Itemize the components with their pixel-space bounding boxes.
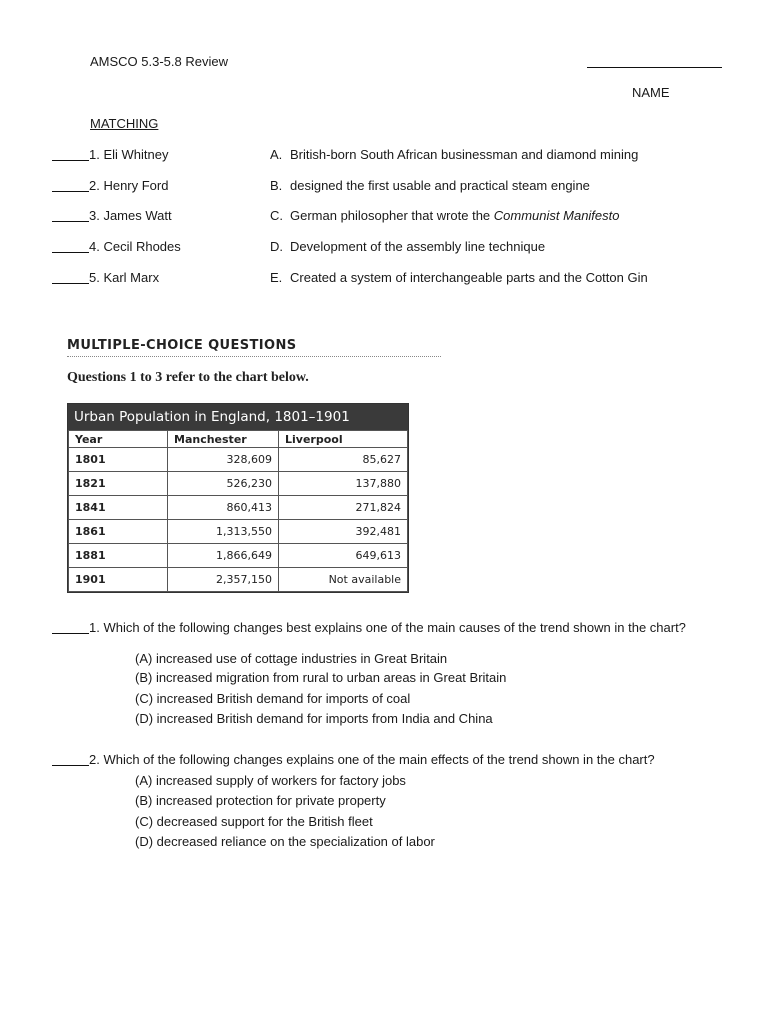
definition-letter: D. <box>270 239 283 254</box>
name-line[interactable] <box>587 67 722 68</box>
definition-text: Development of the assembly line technique <box>290 239 546 254</box>
year-cell: 1901 <box>69 568 168 592</box>
matching-item <box>52 208 752 226</box>
answer-blank[interactable] <box>52 208 89 222</box>
answer-blank[interactable] <box>52 147 89 161</box>
answer-option: (B) increased migration from rural to urban areas in Great Britain <box>135 670 507 685</box>
liverpool-cell: 85,627 <box>279 448 408 472</box>
heading-divider <box>67 356 441 357</box>
table-row <box>69 544 408 568</box>
year-cell: 1801 <box>69 448 168 472</box>
table-row <box>69 568 408 592</box>
matching-definition <box>270 270 648 285</box>
matching-term: 1. Eli Whitney <box>89 147 169 162</box>
definition-letter: C. <box>270 208 283 223</box>
answer-option: (A) increased supply of workers for factory jobs <box>135 773 406 788</box>
manchester-cell: 860,413 <box>168 496 279 520</box>
answer-blank[interactable] <box>52 620 89 634</box>
definition-text: German philosopher that wrote the <box>290 208 494 223</box>
matching-item <box>52 178 752 196</box>
matching-definition <box>270 239 545 254</box>
definition-letter: E. <box>270 270 283 285</box>
year-cell: 1881 <box>69 544 168 568</box>
column-header: Liverpool <box>279 431 408 448</box>
table-title: Urban Population in England, 1801–1901 <box>68 404 408 430</box>
year-cell: 1861 <box>69 520 168 544</box>
answer-option: (C) decreased support for the British fleet <box>135 814 373 829</box>
column-header: Manchester <box>168 431 279 448</box>
table-row <box>69 496 408 520</box>
population-table <box>67 403 409 593</box>
liverpool-cell: 271,824 <box>279 496 408 520</box>
manchester-cell: 2,357,150 <box>168 568 279 592</box>
manchester-cell: 1,866,649 <box>168 544 279 568</box>
definition-text: British-born South African businessman and diamond mining <box>290 147 639 162</box>
answer-option: (A) increased use of cottage industries in Great Britain <box>135 651 448 666</box>
population-data-table <box>68 430 408 592</box>
answer-blank[interactable] <box>52 178 89 192</box>
question-text: 2. Which of the following changes explains one of the main effects of the trend shown in the chart? <box>89 752 655 767</box>
matching-item <box>52 270 752 288</box>
table-row <box>69 448 408 472</box>
mc-heading: MULTIPLE-CHOICE QUESTIONS <box>67 338 297 353</box>
matching-term: 4. Cecil Rhodes <box>89 239 181 254</box>
matching-item <box>52 147 752 165</box>
liverpool-cell: 649,613 <box>279 544 408 568</box>
matching-definition <box>270 147 638 162</box>
question-text: 1. Which of the following changes best explains one of the main causes of the trend shown in the chart? <box>89 620 686 635</box>
table-row <box>69 520 408 544</box>
year-cell: 1841 <box>69 496 168 520</box>
definition-letter: B. <box>270 178 283 193</box>
matching-item <box>52 239 752 257</box>
table-header-row <box>69 431 408 448</box>
column-header: Year <box>69 431 168 448</box>
worksheet-title: AMSCO 5.3-5.8 Review <box>90 54 228 69</box>
definition-text: designed the first usable and practical steam engine <box>290 178 590 193</box>
answer-blank[interactable] <box>52 752 89 766</box>
question-1 <box>52 620 752 638</box>
matching-term: 2. Henry Ford <box>89 178 169 193</box>
year-cell: 1821 <box>69 472 168 496</box>
answer-blank[interactable] <box>52 270 89 284</box>
matching-term: 5. Karl Marx <box>89 270 160 285</box>
liverpool-cell: Not available <box>279 568 408 592</box>
manchester-cell: 328,609 <box>168 448 279 472</box>
question-2 <box>52 752 752 770</box>
manchester-cell: 526,230 <box>168 472 279 496</box>
answer-option: (D) decreased reliance on the specialization of labor <box>135 834 435 849</box>
definition-letter: A. <box>270 147 283 162</box>
matching-heading: MATCHING <box>90 116 159 131</box>
matching-term: 3. James Watt <box>89 208 172 223</box>
answer-blank[interactable] <box>52 239 89 253</box>
matching-definition <box>270 178 590 193</box>
liverpool-cell: 137,880 <box>279 472 408 496</box>
answer-option: (C) increased British demand for imports of coal <box>135 691 411 706</box>
definition-text: Created a system of interchangeable parts and the Cotton Gin <box>290 270 648 285</box>
table-row <box>69 472 408 496</box>
liverpool-cell: 392,481 <box>279 520 408 544</box>
answer-option: (B) increased protection for private property <box>135 793 386 808</box>
mc-subheading: Questions 1 to 3 refer to the chart below. <box>67 370 309 385</box>
matching-definition <box>270 208 620 223</box>
name-label: NAME <box>632 85 670 100</box>
answer-option: (D) increased British demand for imports from India and China <box>135 711 493 726</box>
definition-emphasis: Communist Manifesto <box>493 208 620 223</box>
manchester-cell: 1,313,550 <box>168 520 279 544</box>
